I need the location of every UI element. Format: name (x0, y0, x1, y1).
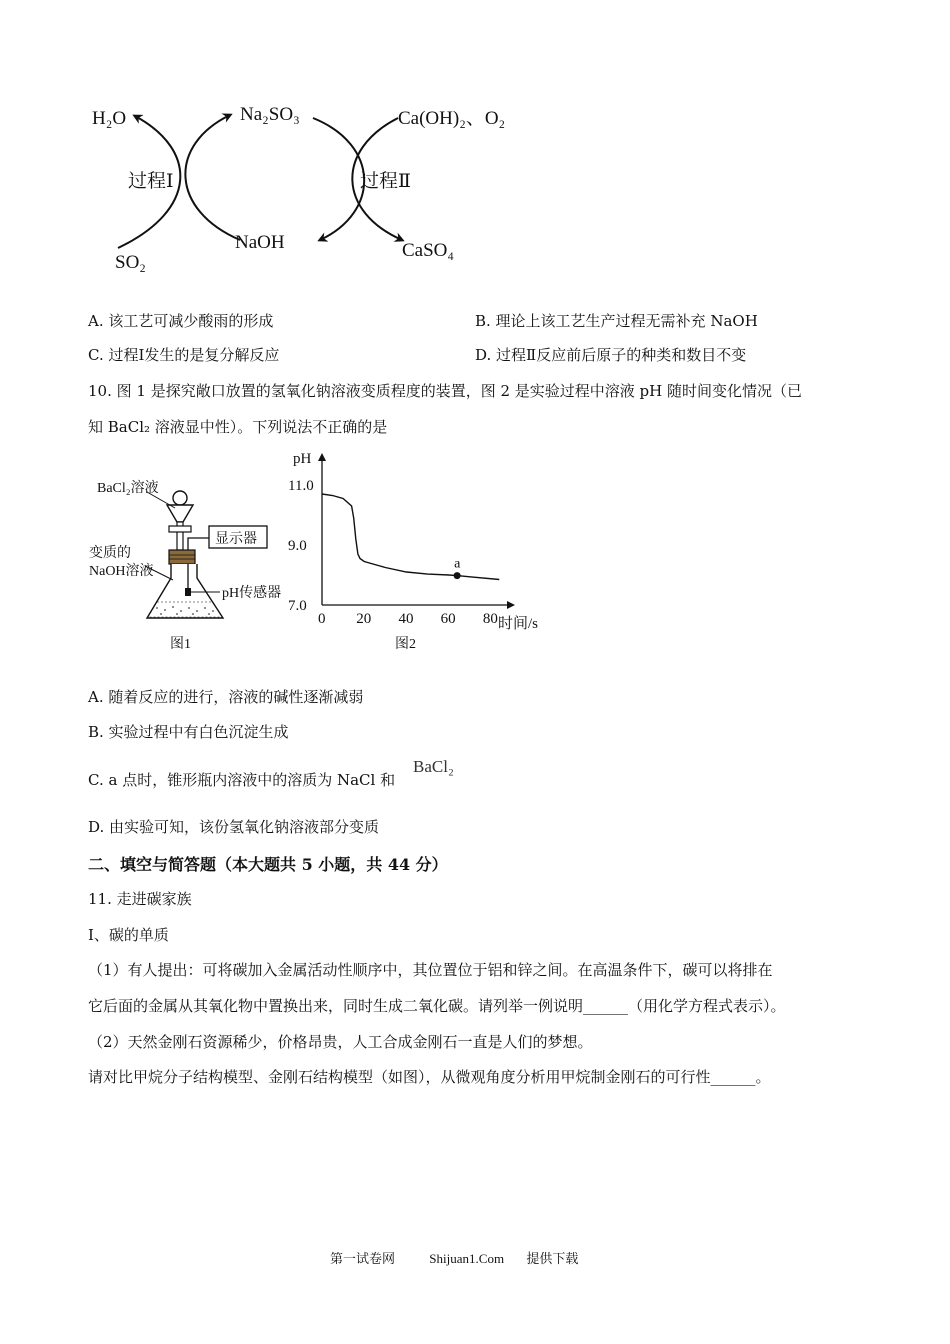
q11-title: 11. 走进碳家族 (88, 890, 192, 908)
stopcock (169, 526, 191, 532)
arrow-naoh-to-na2so3 (185, 115, 240, 240)
point-a-label: a (454, 556, 461, 572)
ph-curve (322, 494, 499, 580)
rubber-stopper (169, 550, 195, 564)
q11-2-line2: 请对比甲烷分子结构模型、金刚石结构模型（如图），从微观角度分析用甲烷制金刚石的可行性______。 (88, 1068, 771, 1086)
x-tick-label: 20 (356, 611, 372, 627)
label-naoh: NaOH (235, 232, 285, 253)
label-naoh-solution: NaOH溶液 (89, 564, 154, 579)
q11-2-line1: （2）天然金刚石资源稀少，价格昂贵，人工合成金刚石一直是人们的梦想。 (88, 1033, 593, 1051)
q10-option-c-formula: BaCl₂ (413, 757, 454, 776)
q10-option-c: C. a 点时，锥形瓶内溶液中的溶质为 NaCl 和 (88, 771, 396, 789)
label-display: 显示器 (215, 532, 257, 547)
y-tick-label: 11.0 (288, 478, 314, 494)
label-so2: SO₂ (115, 252, 146, 273)
x-tick-label: 40 (398, 611, 414, 627)
x-axis-label: 时间/s (498, 616, 539, 632)
q10-stem-line1: 10. 图 1 是探究敞口放置的氢氧化钠溶液变质程度的装置，图 2 是实验过程中溶液 pH 随时间变化情况（已 (88, 382, 803, 400)
x-tick-label: 80 (482, 611, 498, 627)
q9-option-c: C. 过程Ⅰ发生的是复分解反应 (88, 346, 280, 364)
label-h2o: H₂O (92, 108, 127, 129)
figure-2-caption: 图2 (395, 637, 416, 652)
q9-option-d: D. 过程Ⅱ反应前后原子的种类和数目不变 (475, 346, 747, 364)
y-tick-label: 7.0 (288, 598, 307, 614)
separatory-funnel (167, 505, 193, 522)
process-cycle-diagram (80, 90, 540, 285)
section-2-heading: 二、填空与简答题（本大题共 5 小题，共 44 分） (88, 855, 448, 874)
label-na2so3: Na₂SO₃ (240, 104, 300, 125)
figure-1-apparatus (85, 470, 295, 660)
q9-option-b: B. 理论上该工艺生产过程无需补充 NaOH (475, 312, 758, 330)
y-tick-label: 9.0 (288, 538, 307, 554)
label-ph-sensor: pH传感器 (222, 586, 282, 601)
q9-option-a: A. 该工艺可减少酸雨的形成 (88, 312, 274, 330)
q11-1-line1: （1）有人提出：可将碳加入金属活动性顺序中，其位置位于铝和锌之间。在高温条件下，碳可以将排在 (88, 961, 773, 979)
part-1-title: Ⅰ、碳的单质 (88, 926, 169, 944)
point-a-marker (454, 572, 461, 579)
figure-2-ph-chart (285, 445, 550, 660)
q10-option-b: B. 实验过程中有白色沉淀生成 (88, 723, 289, 741)
figure-1-caption: 图1 (170, 637, 191, 652)
x-tick-label: 0 (318, 611, 326, 627)
ph-sensor-probe (185, 588, 191, 596)
footer-site: 第一试卷网 (330, 1252, 396, 1267)
label-caso4: CaSO₄ (402, 240, 455, 261)
q10-stem-line2: 知 BaCl₂ 溶液显中性）。下列说法不正确的是 (88, 418, 388, 436)
label-spoiled: 变质的 (89, 546, 131, 561)
q10-option-a: A. 随着反应的进行，溶液的碱性逐渐减弱 (88, 688, 364, 706)
x-tick-label: 60 (440, 611, 456, 627)
funnel-bulb (173, 491, 187, 505)
footer-action: 提供下载 (526, 1252, 579, 1267)
footer (330, 1248, 578, 1267)
footer-url: Shijuan1.Com (429, 1251, 505, 1266)
q11-1-line2: 它后面的金属从其氧化物中置换出来，同时生成二氧化碳。请列举一例说明______（用化学方程式表示）。 (88, 997, 786, 1015)
label-process-1: 过程Ⅰ (128, 171, 174, 192)
label-process-2: 过程Ⅱ (360, 171, 411, 192)
label-bacl2-solution: BaCl₂溶液 (97, 481, 159, 496)
q10-option-d: D. 由实验可知，该份氢氧化钠溶液部分变质 (88, 818, 380, 836)
label-caoh2-o2: Ca(OH)₂、O₂ (398, 108, 506, 129)
y-axis-label: pH (293, 451, 312, 467)
arrow-na2so3-to-naoh (313, 118, 364, 240)
